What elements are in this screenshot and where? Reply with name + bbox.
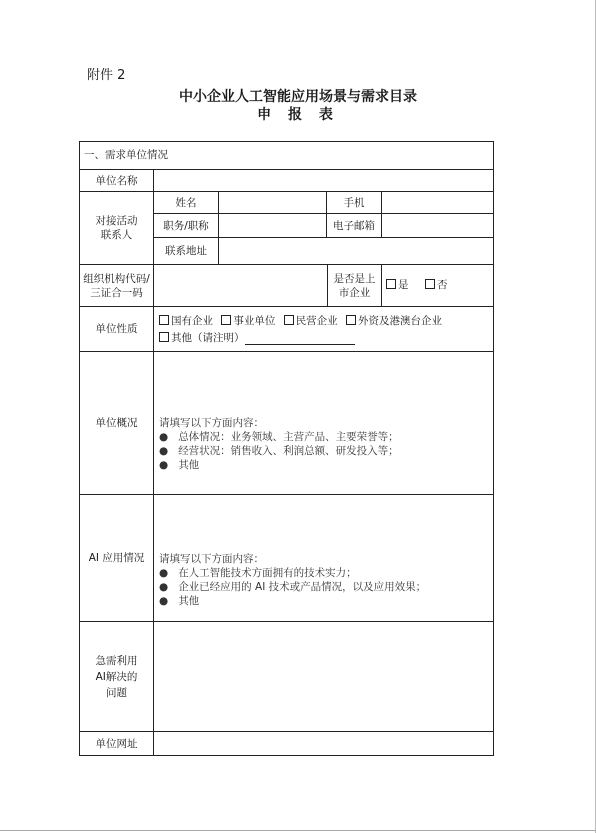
type-option-other[interactable] xyxy=(159,331,355,345)
unit-name-label: 单位名称 xyxy=(95,174,138,187)
type-option-private[interactable]: 民营企业 xyxy=(284,315,338,327)
overview-label: 单位概况 xyxy=(95,417,138,429)
listed-yes-text: 是 xyxy=(398,279,409,291)
list-item: ● 在人工智能技术方面拥有的技术实力； xyxy=(159,567,357,579)
overview-hint[interactable] xyxy=(159,416,489,472)
listed-yes-option[interactable] xyxy=(386,278,409,292)
mobile-field[interactable] xyxy=(382,192,493,213)
checkbox-icon xyxy=(386,279,396,289)
list-item: ● 其他 xyxy=(159,595,200,607)
section-heading: 一、需求单位情况 xyxy=(84,149,168,161)
org-code-field[interactable] xyxy=(154,265,327,306)
type-option-foreign[interactable]: 外资及港澳台企业 xyxy=(346,315,442,327)
name-label: 姓名 xyxy=(175,196,197,209)
list-item: ● 经营状况：销售收入、利润总额、研发投入等； xyxy=(159,445,399,457)
checkbox-icon xyxy=(159,332,169,342)
email-field[interactable] xyxy=(382,214,493,237)
listed-no-option[interactable] xyxy=(425,278,448,292)
attachment-label: 附件 2 xyxy=(87,68,126,83)
type-option-institution[interactable]: 事业单位 xyxy=(221,315,275,327)
position-title-label: 职务/职称 xyxy=(163,219,209,232)
address-label: 联系地址 xyxy=(165,245,207,257)
listed-no-text: 否 xyxy=(437,279,448,291)
urgent-problem-field[interactable] xyxy=(154,622,493,731)
mobile-label: 手机 xyxy=(343,196,365,209)
form-subtitle: 申 报 表 xyxy=(257,107,339,123)
urgent-problem-label: 急需利用AI解决的问题 xyxy=(95,654,138,699)
other-underline-field[interactable] xyxy=(245,334,355,345)
checkbox-icon xyxy=(346,315,356,325)
website-field[interactable] xyxy=(154,732,493,755)
name-field[interactable] xyxy=(219,192,326,213)
list-item: ● 企业已经应用的 AI 技术或产品情况，以及应用效果； xyxy=(159,581,427,593)
checkbox-icon xyxy=(221,315,231,325)
list-item: ● 其他 xyxy=(159,459,200,471)
listed-label: 是否是上市企业 xyxy=(333,272,376,299)
ai-hint-intro: 请填写以下方面内容： xyxy=(159,553,264,565)
website-label: 单位网址 xyxy=(95,737,138,750)
address-field[interactable] xyxy=(219,238,493,264)
overview-hint-intro: 请填写以下方面内容： xyxy=(159,417,264,429)
unit-name-field[interactable] xyxy=(154,170,493,191)
list-item: ● 总体情况：业务领域、主营产品、主要荣誉等； xyxy=(159,431,399,443)
email-label: 电子邮箱 xyxy=(333,219,375,232)
checkbox-icon xyxy=(284,315,294,325)
contact-person-label: 对接活动联系人 xyxy=(95,215,138,241)
checkbox-icon xyxy=(159,315,169,325)
unit-type-label: 单位性质 xyxy=(95,323,138,335)
checkbox-icon xyxy=(425,279,435,289)
ai-application-label: AI 应用情况 xyxy=(88,552,145,564)
type-other-text: 其他（请注明） xyxy=(171,332,245,344)
unit-type-options xyxy=(159,314,442,328)
ai-application-hint[interactable] xyxy=(159,552,489,608)
form-title: 中小企业人工智能应用场景与需求目录 xyxy=(179,89,417,105)
page-bottom-edge xyxy=(0,830,596,831)
type-option-state[interactable]: 国有企业 xyxy=(159,315,213,327)
org-code-label: 组织机构代码/三证合一码 xyxy=(83,272,150,299)
position-title-field[interactable] xyxy=(219,214,326,237)
